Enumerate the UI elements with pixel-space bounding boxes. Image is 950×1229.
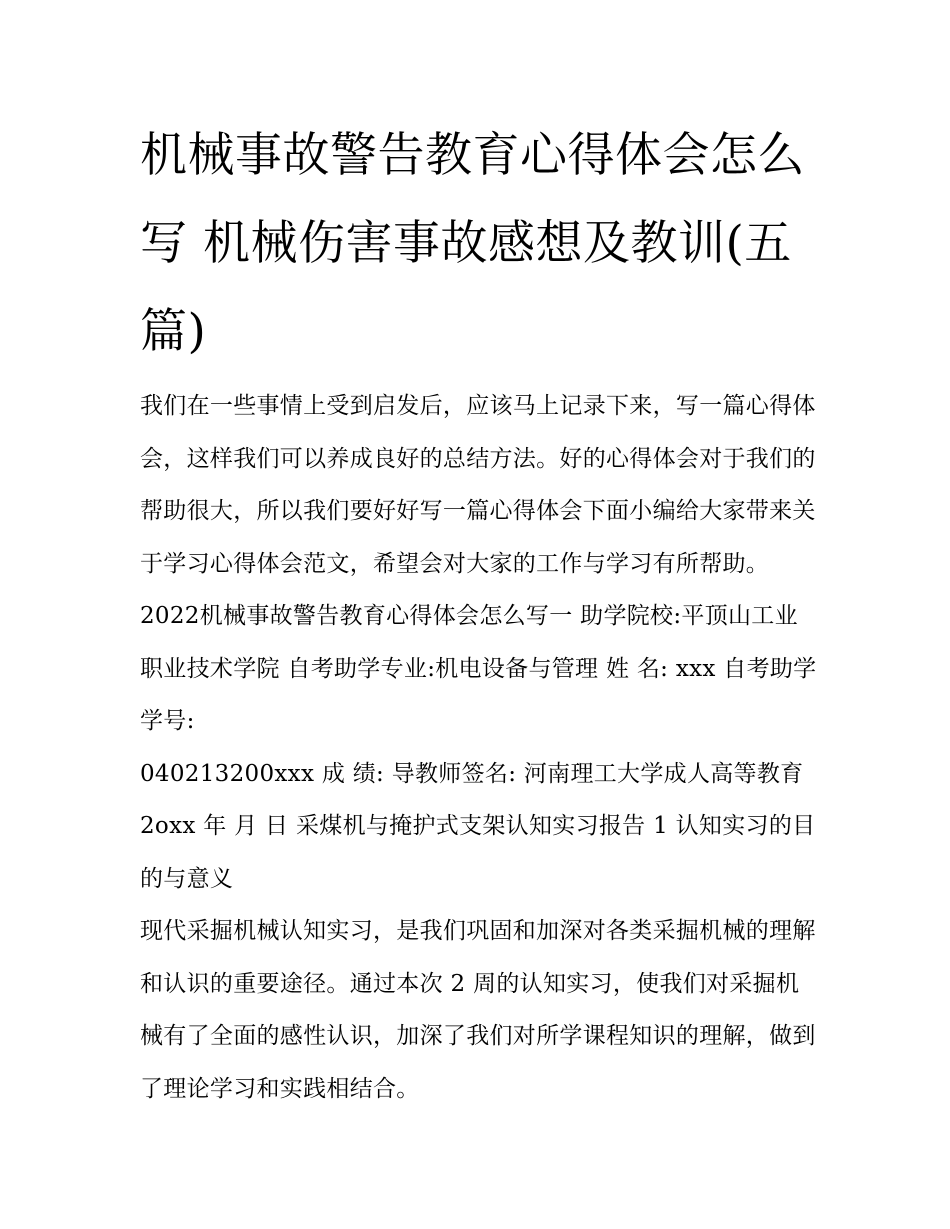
document-body xyxy=(140,112,820,1115)
document-title: 机械事故警告教育心得体会怎么写 机械伤害事故感想及教训(五篇) xyxy=(140,128,805,359)
body-paragraph: 现代采掘机械认知实习，是我们巩固和加深对各类采掘机械的理解和认识的重要途径。通过本次 2 周的认知实习，使我们对采掘机械有了全面的感性认识，加深了我们对所学课程知识的理解，做到了理论学习和实践相结合。 xyxy=(140,918,816,1102)
report-info-paragraph: 040213200xxx 成 绩: 导教师签名: 河南理工大学成人高等教育2oxx 年 月 日 采煤机与掩护式支架认知实习报告 1 认知实习的目的与意义 xyxy=(140,760,816,892)
intro-paragraph: 我们在一些事情上受到启发后，应该马上记录下来，写一篇心得体会，这样我们可以养成良好的总结方法。好的心得体会对于我们的帮助很大，所以我们要好好写一篇心得体会下面小编给大家带来关于学习心得体会范文，希望会对大家的工作与学习有所帮助。 xyxy=(140,393,816,577)
school-info-paragraph: 2022机械事故警告教育心得体会怎么写一 助学院校:平顶山工业职业技术学院 自考助学专业:机电设备与管理 姓 名: xxx 自考助学学号: xyxy=(140,603,817,734)
